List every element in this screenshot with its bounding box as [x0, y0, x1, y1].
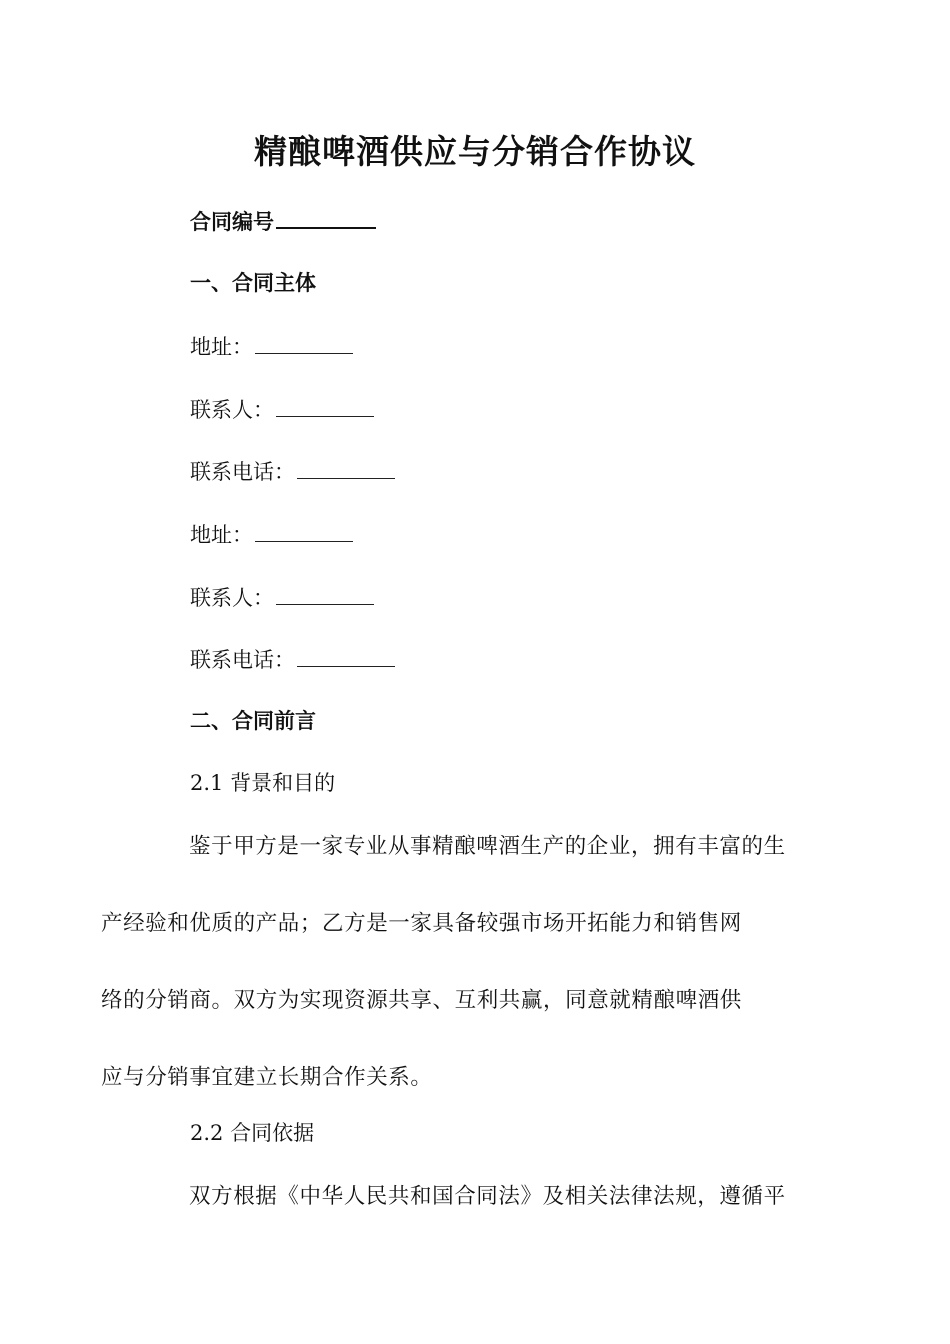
party-b-address-blank — [255, 519, 353, 542]
paragraph-line: 鉴于甲方是一家专业从事精酿啤酒生产的企业，拥有丰富的生 — [189, 834, 786, 859]
paragraph-line: 产经验和优质的产品；乙方是一家具备较强市场开拓能力和销售网 — [101, 911, 742, 936]
party-b-contact-line — [190, 582, 374, 613]
party-a-contact-line — [190, 394, 374, 425]
subsection-2-2-paragraph — [145, 1158, 810, 1235]
party-a-phone-label: 联系电话： — [190, 460, 295, 484]
contract-number-label: 合同编号 — [190, 210, 274, 234]
section-1-heading: 一、合同主体 — [190, 271, 316, 295]
contract-number-line — [190, 205, 376, 237]
paragraph-line: 双方根据《中华人民共和国合同法》及相关法律法规，遵循平 — [189, 1184, 786, 1209]
party-a-address-blank — [255, 331, 353, 354]
party-b-address-label: 地址： — [190, 523, 253, 547]
party-b-address-line — [190, 519, 353, 550]
party-b-phone-label: 联系电话： — [190, 648, 295, 672]
subsection-2-2-heading: 2.2 合同依据 — [190, 1121, 315, 1145]
party-b-phone-blank — [297, 644, 395, 667]
party-a-contact-blank — [276, 394, 374, 417]
party-a-address-label: 地址： — [190, 335, 253, 359]
party-a-contact-label: 联系人： — [190, 398, 274, 422]
party-b-contact-label: 联系人： — [190, 586, 274, 610]
document-title: 精酿啤酒供应与分销合作协议 — [254, 132, 696, 171]
subsection-2-1-paragraph — [101, 808, 810, 1116]
party-b-contact-blank — [276, 582, 374, 605]
party-b-phone-line — [190, 644, 395, 675]
paragraph-line: 络的分销商。双方为实现资源共享、互利共赢，同意就精酿啤酒供 — [101, 988, 742, 1013]
party-a-phone-line — [190, 456, 395, 487]
party-a-address-line — [190, 331, 353, 362]
contract-number-blank — [276, 205, 376, 229]
section-2-heading: 二、合同前言 — [190, 709, 316, 733]
party-a-phone-blank — [297, 456, 395, 479]
paragraph-line: 应与分销事宜建立长期合作关系。 — [101, 1065, 433, 1090]
subsection-2-1-heading: 2.1 背景和目的 — [190, 771, 336, 795]
